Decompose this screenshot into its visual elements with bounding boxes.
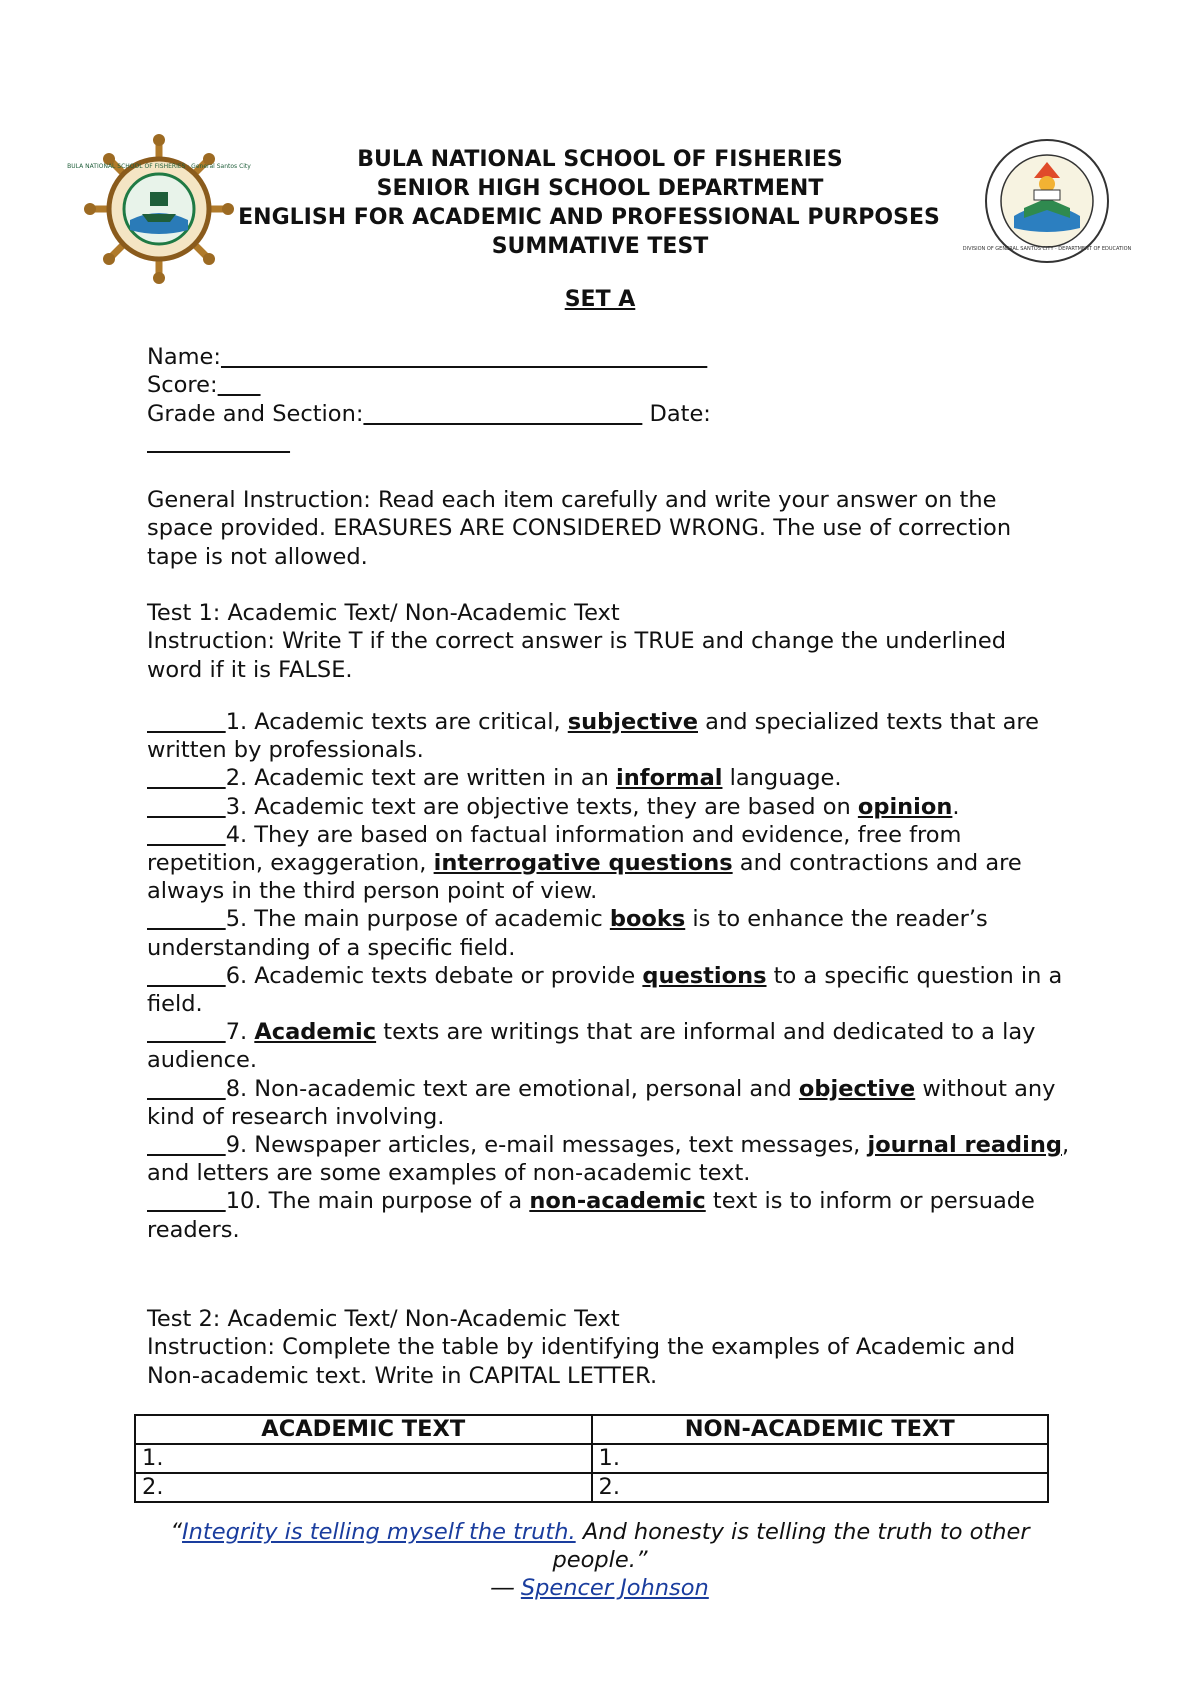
test1-item	[147, 905, 1077, 961]
test1-item	[147, 1187, 1077, 1243]
item-text: 5. The main purpose of academic	[225, 906, 610, 933]
item-text: without any kind of research involving.	[147, 1075, 1056, 1130]
quote-dash: ―	[491, 1575, 521, 1601]
non-academic-cell[interactable]: 1.	[592, 1444, 1049, 1473]
item-text: 4. They are based on factual information and evidence, free from repetition, exaggeration,	[147, 821, 962, 877]
test1-item	[147, 708, 1077, 764]
underlined-word: books	[609, 906, 686, 933]
answer-blank[interactable]	[147, 1076, 226, 1102]
test1-item	[147, 821, 1077, 906]
item-text: texts are writings that are informal and dedicated to a lay audience.	[147, 1019, 1036, 1074]
quote-open: “	[170, 1519, 183, 1545]
set-label: SET A	[564, 287, 636, 312]
item-text: 2. Academic text are written in an	[225, 765, 617, 792]
underlined-word: interrogative questions	[433, 850, 733, 877]
closing-quote	[140, 1518, 1060, 1602]
score-field[interactable]	[147, 371, 711, 399]
name-field[interactable]	[147, 343, 711, 371]
test1-item	[147, 1018, 1077, 1074]
test1-items	[147, 708, 1077, 1244]
item-text: and specialized texts that are written by professionals.	[147, 709, 1039, 764]
underlined-word: objective	[798, 1075, 916, 1102]
academic-text-header: ACADEMIC TEXT	[135, 1415, 592, 1444]
table-row	[135, 1444, 1048, 1473]
item-text: 9. Newspaper articles, e-mail messages, text messages,	[225, 1132, 868, 1159]
test-type: SUMMATIVE TEST	[491, 234, 709, 259]
answer-blank[interactable]	[147, 963, 226, 989]
name-label: Name:	[147, 344, 221, 370]
academic-cell[interactable]: 1.	[135, 1444, 592, 1473]
grade-section-field[interactable]	[147, 400, 711, 428]
underlined-word: journal reading	[867, 1132, 1062, 1159]
test1-title: Test 1: Academic Text/ Non-Academic Text	[147, 600, 620, 626]
table-row	[135, 1473, 1048, 1502]
non-academic-text-header: NON-ACADEMIC TEXT	[592, 1415, 1049, 1444]
underlined-word: opinion	[857, 793, 953, 820]
quote-link[interactable]: Integrity is telling myself the truth.	[182, 1519, 576, 1545]
answer-blank[interactable]	[147, 822, 226, 848]
answer-blank[interactable]	[147, 1019, 226, 1045]
answer-blank[interactable]	[147, 906, 226, 932]
item-text: 6. Academic texts debate or provide	[225, 962, 643, 989]
test2-title: Test 2: Academic Text/ Non-Academic Text	[147, 1306, 620, 1332]
underlined-word: Academic	[254, 1019, 377, 1046]
answer-table	[134, 1414, 1049, 1503]
test1-header	[147, 599, 1047, 684]
answer-blank[interactable]	[147, 1132, 226, 1158]
date-label: Date:	[649, 400, 711, 427]
svg-text:BULA NATIONAL SCHOOL OF FISHER: BULA NATIONAL SCHOOL OF FISHERIES · General Santos City	[67, 163, 251, 170]
student-fields	[147, 343, 711, 456]
test1-instruction: Instruction: Write T if the correct answer is TRUE and change the underlined word if it is FALSE.	[147, 628, 1006, 683]
item-text: is to enhance the reader’s understanding of a specific field.	[147, 906, 988, 961]
score-label: Score:	[147, 372, 218, 399]
quote-rest: And honesty is telling the truth to other people.”	[552, 1519, 1030, 1573]
item-text: 1. Academic texts are critical,	[225, 709, 568, 735]
item-text: 8. Non-academic text are emotional, personal and	[225, 1075, 799, 1102]
item-text: language.	[722, 765, 842, 792]
non-academic-cell[interactable]: 2.	[592, 1473, 1049, 1502]
answer-blank[interactable]	[147, 1188, 226, 1214]
document-header	[150, 145, 1050, 261]
item-text: to a specific question in a field.	[147, 962, 1063, 1018]
item-text: .	[952, 793, 960, 820]
item-text: 10. The main purpose of a	[225, 1188, 530, 1215]
test1-item	[147, 793, 1077, 821]
department-name: SENIOR HIGH SCHOOL DEPARTMENT	[376, 176, 824, 201]
underlined-word: questions	[642, 962, 767, 989]
test2-header	[147, 1305, 1047, 1390]
test1-item	[147, 1075, 1077, 1131]
school-name: BULA NATIONAL SCHOOL OF FISHERIES	[357, 147, 843, 172]
underlined-word: subjective	[567, 709, 698, 735]
underlined-word: informal	[616, 765, 723, 792]
item-text: 3. Academic text are objective texts, they are based on	[225, 793, 858, 820]
answer-blank[interactable]	[147, 709, 226, 735]
general-instruction: General Instruction: Read each item carefully and write your answer on the space provided. ERASURES ARE CONSIDERED WRONG. The use of correction tape is not allowed.	[147, 487, 1012, 570]
academic-cell[interactable]: 2.	[135, 1473, 592, 1502]
subject-title: ENGLISH FOR ACADEMIC AND PROFESSIONAL PURPOSES	[238, 205, 940, 230]
test1-item	[147, 962, 1077, 1018]
test1-item	[147, 1131, 1077, 1187]
date-field[interactable]	[147, 428, 711, 456]
item-text: , and letters are some examples of non-academic text.	[147, 1132, 1070, 1187]
grade-label: Grade and Section:	[147, 400, 364, 427]
item-text: and contractions and are always in the third person point of view.	[147, 850, 1022, 905]
item-text: text is to inform or persuade readers.	[147, 1188, 1035, 1243]
underlined-word: non-academic	[529, 1188, 706, 1215]
test1-item	[147, 764, 1077, 792]
answer-blank[interactable]	[147, 765, 226, 791]
author-link[interactable]: Spencer Johnson	[520, 1575, 709, 1601]
answer-blank[interactable]	[147, 794, 226, 820]
svg-text:DIVISION OF GENERAL SANTOS CIT: DIVISION OF GENERAL SANTOS CITY · DEPARTMENT OF EDUCATION	[962, 246, 1132, 252]
test2-instruction: Instruction: Complete the table by identifying the examples of Academic and Non-academic text. Write in CAPITAL LETTER.	[147, 1334, 1016, 1389]
item-text: 7.	[225, 1019, 255, 1046]
